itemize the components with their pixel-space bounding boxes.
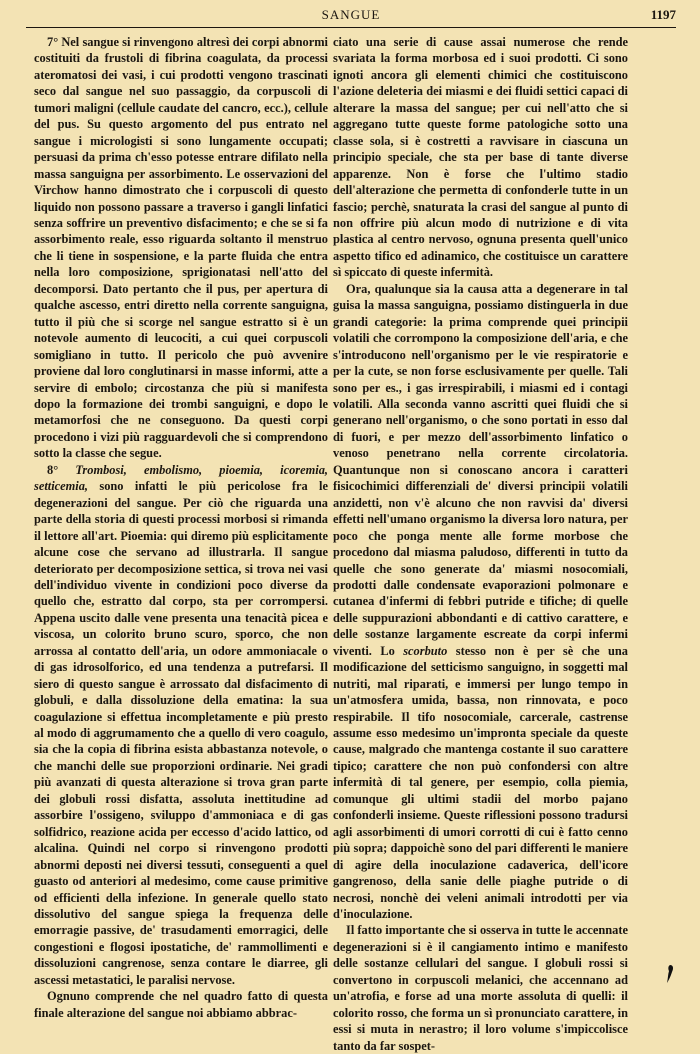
scorbuto-term: scorbuto xyxy=(403,643,448,658)
paragraph-causes-part2: stesso non è per sè che una modificazione del setticismo sanguigno, in soggetti mal nutriti, mal riparati, e immersi per lungo tempo in un'atmosfera umida, bassa, non rinnovata, e poco respirabile. Il tifo nosocomiale, carcerale, castrense assume esso medesimo un'impronta speciale da queste cause, malgrado che mantenga costante il suo carattere tipico; carattere che non può confondersi con altre infermità di tal genere, per esempio, colla piemia, comunque gli ultimi stadii del morbo pajano confonderli insieme. Queste riflessioni possono tradursi agli assorbimenti di umori corrotti di cui è fatto cenno più sopra; dappoichè sono del pari differenti le maniere di agire della inoculazione cadaverica, dell'icore gangrenoso, della sanie delle piaghe putride o di necrosi, nonchè dei veleni animali introdotti per via d'inoculazione. xyxy=(333,643,628,922)
paragraph-8-septic-degenerations xyxy=(34,462,328,989)
paragraph-causes-part1: Ora, qualunque sia la causa atta a degenerare in tal guisa la massa sanguigna, possiamo distinguerla in due grandi categorie: la prima comprende quei principii volatili che corrompono la composizione dell'aria, e che s'introducono nell'organismo per le vie respiratorie e per la cute, se non forse esclusivamente per quelle. Tali sono per es., i gas irrespirabili, i miasmi ed i contagi volatili. Alla seconda vanno ascritti quei fluidi che si generano nell'organismo, o che sono portati in esso dal di fuori, e per mezzo dell'assorbimento linfatico o venoso penetrano nella corrente circolatoria. Quantunque non si conoscano ancora i caratteri fisicochimici differenziali de' diversi principii volatili anzidetti, non v'è alcuno che non ravvisi da' diversi effetti nell'umano organismo la diversa loro natura, per poco che ponga mente alle forme morbose che procedono dal miasma paludoso, differenti in tutto da quelle che sono generate da' miasmi nosocomiali, prodotti dalle condensate evaporazioni polmonare e cutanea d'infermi di febbri putride e tifiche; di quelle delle suppurazioni abbondanti e di cattivo carattere, e delle sostanze largamente escreate da corpi infermi viventi. Lo xyxy=(333,281,628,658)
page-number: 1197 xyxy=(650,7,676,22)
running-header xyxy=(26,5,676,27)
paragraph-summary-start: Ognuno comprende che nel quadro fatto di questa finale alterazione del sangue noi abbiamo abbrac- xyxy=(34,989,328,1020)
paragraph-8-body: sono infatti le più pericolose fra le degenerazioni del sangue. Per ciò che riguarda una parte della storia di questi processi morbosi si rimanda il lettore all'art. Pioemia: qui diremo più esplicitamente alcune cose che servano ad illustrarla. Il sangue deteriorato per decomposizione settica, si trova nei vasi dell'individuo vivente in condizioni poco diverse da quello che, estratto dal corpo, sta per corrompersi. Appena uscito dalle vene presenta una tenacità picea e viscosa, un colorito bruno scuro, sporco, che non arrossa al contatto dell'aria, un odore ammoniacale o di gas idrosolforico, ed una tendenza a putrefarsi. Il siero di questo sangue è arrossato dal disfacimento di globuli, e dalla dissoluzione della ematina: la sua coagulazione si effettua incompletamente e più presto al modo di aggrumamento che a quello di vero coagulo, sia che la copia di fibrina esista abbastanza notevole, o che manchi delle sue proporzioni ordinarie. Nei gradi più avanzati di questa alterazione si trova gran parte dei globuli rossi disfatta, assoluta inettitudine ad assorbire l'ossigeno, sviluppo d'ammoniaca e di gas solfidrico, reazione acida per eccesso d'acido lattico, od alcalina. Quindi nel corpo si rinvengono prodotti abnormi deposti nei diversi tessuti, conseguenti a quel guasto od anteriori al medesimo, come cause primitive od efficienti della infezione. In generale quello stato dissolutivo del sangue spiega la frequenza delle emorragie passive, de' trasudamenti emorragici, delle congestioni e flogosi ipostatiche, de' rammollimenti e dissoluzioni cangrenose, senza contare le diarree, gli ascessi metastatici, le paralisi nervose. xyxy=(34,479,328,987)
paragraph-cellular-changes: Il fatto importante che si osserva in tutte le accennate degenerazioni si è il cangiamento intimo e manifesto delle sostanze cellulari del sangue. I globuli rossi si convertono in corpuscoli melanici, che accennano ad un'atrofia, e forse ad una morte assoluta di quelli: il colorito rosso, che forma un sì pronunciato carattere, in essi si muta in nerastro; il loro volume s'impiccolisce tanto da far sospet- xyxy=(333,923,628,1053)
ink-mark-icon xyxy=(665,964,675,984)
paragraph-8-number: 8° xyxy=(47,462,76,477)
paragraph-causes xyxy=(333,281,628,923)
paragraph-7-foreign-bodies: 7° Nel sangue si rinvengono altresì dei corpi abnormi costituiti da frustoli di fibrina coagulata, da processi ateromatosi dei vasi, i cui prodotti vengono trascinati seco dal sangue nel suo passaggio, da corpuscoli di tumori maligni (cellule caudate del cancro, ecc.), cellule del pus. Su questo argomento del pus entrato nel sangue i micrologisti si sono lungamente occupati; persuasi da prima ch'esso potesse entrare difilato nella massa sanguigna per assorbimento. Le osservazioni del Virchow hanno dimostrato che i corpuscoli di questo liquido non possono passare a traverso i gangli linfatici senza soffrire un preventivo disfacimento; e che se si fa assorbimento reale, esso riguarda soltanto il menstruo che li tiene in sospensione, e la parte fluida che entra nella loro composizione, sprigionatasi nell'atto del decomporsi. Dato pertanto che il pus, per apertura di qualche ascesso, entri diretto nella corrente sanguigna, tutto il più che si scorge nel sangue estratto si è un notevole aumento di leucociti, a cui quei corpuscoli somigliano in tutto. Il pericolo che può avvenire proviene dal loro conglutinarsi in masse informi, atte a servire di embolo; circostanza che più si manifesta dopo la formazione dei trombi sanguigni, e dopo le metamorfosi che ne conseguono. Da questi corpi procedono i vizi più ragguardevoli che si comprendono sotto la classe che segue. xyxy=(34,35,328,461)
header-title: SANGUE xyxy=(321,7,381,22)
paragraph-8-terms: Trombosi, embolismo, pioemia, icoremia, setticemia, xyxy=(34,462,329,494)
left-column xyxy=(34,34,328,1021)
header-rule xyxy=(26,27,676,28)
right-column xyxy=(333,34,628,1054)
paragraph-summary-continued: ciato una serie di cause assai numerose che rende svariata la forma morbosa ed i suoi prodotti. Ci sono ignoti ancora gli elementi chimici che costituiscono l'azione deleteria dei miasmi e dei fluidi settici capaci di alterare la massa del sangue; per cui nell'atto che si aggregano tutte queste forme patologiche sotto una classe sola, si è costretti a ravvisare in ciascuna un principio speciale, che sta per base di tante diverse apparenze. Non è forse che l'ultimo stadio dell'alterazione che permetta di confonderle tutte in un fascio; perchè, snaturata la crasi del sangue al punto di non offrire più alcun modo di nutrizione e di vita plastica al centro nervoso, ognuna presenta quell'unico aspetto tifico ed adinamico, che costituisce un carattere sì spiccato di queste infermità. xyxy=(333,35,628,280)
